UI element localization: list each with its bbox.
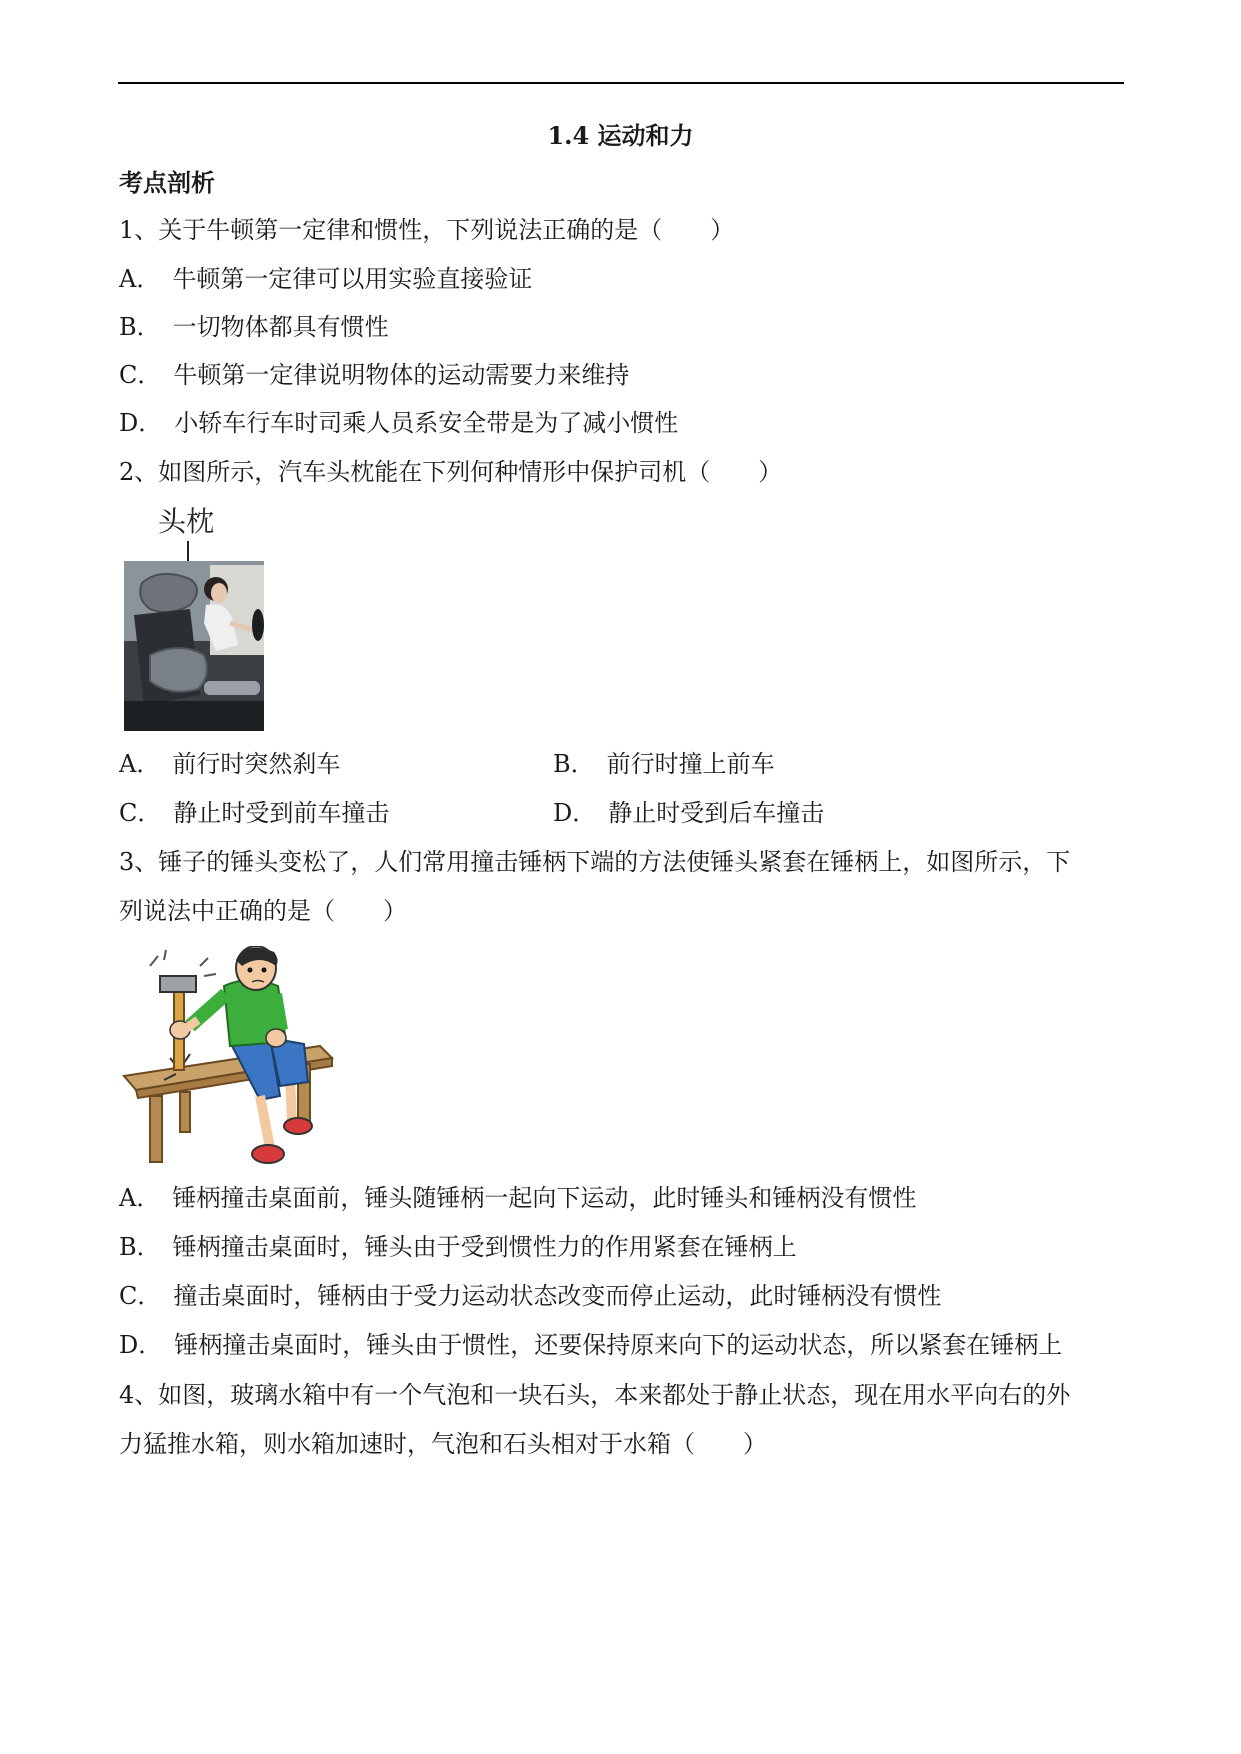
option-label: A． — [119, 750, 161, 778]
question-3-option-a[interactable] — [119, 1181, 916, 1215]
hammer-bench-figure — [120, 946, 345, 1171]
option-text: 锤柄撞击桌面时，锤头由于惯性，还要保持原来向下的运动状态，所以紧套在锤柄上 — [174, 1331, 1063, 1359]
option-label: D． — [119, 1331, 163, 1359]
question-3-stem-line-2: 列说法中正确的是（ ） — [119, 897, 407, 925]
option-text: 静止时受到后车撞击 — [608, 799, 825, 827]
question-3-option-b[interactable] — [119, 1230, 797, 1264]
section-heading: 考点剖析 — [119, 168, 215, 197]
question-2-option-c[interactable] — [119, 796, 389, 830]
option-label: C． — [119, 361, 162, 389]
option-label: B． — [119, 1233, 161, 1261]
question-1-option-c[interactable] — [119, 358, 629, 392]
question-1-stem: 1、关于牛顿第一定律和惯性，下列说法正确的是（ ） — [119, 216, 735, 244]
option-text: 小轿车行车时司乘人员系安全带是为了减小惯性 — [174, 409, 679, 437]
option-label: C． — [119, 799, 162, 827]
page-title: 1.4 运动和力 — [547, 121, 694, 150]
option-label: D． — [553, 799, 597, 827]
option-label: A． — [119, 265, 161, 293]
header-rule — [118, 82, 1124, 84]
question-2-option-b[interactable] — [553, 747, 775, 781]
question-1-option-d[interactable] — [119, 406, 678, 440]
option-label: B． — [119, 313, 161, 341]
headrest-figure — [120, 505, 270, 731]
question-1-option-a[interactable] — [119, 262, 532, 296]
option-text: 牛顿第一定律说明物体的运动需要力来维持 — [173, 361, 630, 389]
option-label: B． — [553, 750, 595, 778]
figure-label-headrest: 头枕 — [158, 505, 215, 538]
question-4-stem-line-2: 力猛推水箱，则水箱加速时，气泡和石头相对于水箱（ ） — [119, 1430, 767, 1458]
car-seat-photo — [120, 505, 270, 731]
question-4-stem-line-1: 4、如图，玻璃水箱中有一个气泡和一块石头，本来都处于静止状态，现在用水平向右的外 — [119, 1381, 1071, 1409]
question-2-option-d[interactable] — [553, 796, 824, 830]
option-label: D． — [119, 409, 163, 437]
question-2-option-a[interactable] — [119, 747, 340, 781]
option-label: A． — [119, 1184, 161, 1212]
option-text: 一切物体都具有惯性 — [172, 313, 389, 341]
option-text: 锤柄撞击桌面前，锤头随锤柄一起向下运动，此时锤头和锤柄没有惯性 — [172, 1184, 917, 1212]
option-text: 牛顿第一定律可以用实验直接验证 — [172, 265, 533, 293]
question-3-stem-line-1: 3、锤子的锤头变松了，人们常用撞击锤柄下端的方法使锤头紧套在锤柄上，如图所示，下 — [119, 848, 1071, 876]
option-text: 静止时受到前车撞击 — [173, 799, 390, 827]
question-2-stem: 2、如图所示，汽车头枕能在下列何种情形中保护司机（ ） — [119, 458, 783, 486]
option-text: 前行时突然刹车 — [172, 750, 341, 778]
option-label: C． — [119, 1282, 162, 1310]
option-text: 前行时撞上前车 — [606, 750, 775, 778]
option-text: 撞击桌面时，锤柄由于受力运动状态改变而停止运动，此时锤柄没有惯性 — [173, 1282, 942, 1310]
option-text: 锤柄撞击桌面时，锤头由于受到惯性力的作用紧套在锤柄上 — [172, 1233, 797, 1261]
hammer-illustration — [120, 946, 345, 1171]
question-1-option-b[interactable] — [119, 310, 389, 344]
question-3-option-d[interactable] — [119, 1328, 1062, 1362]
question-3-option-c[interactable] — [119, 1279, 941, 1313]
